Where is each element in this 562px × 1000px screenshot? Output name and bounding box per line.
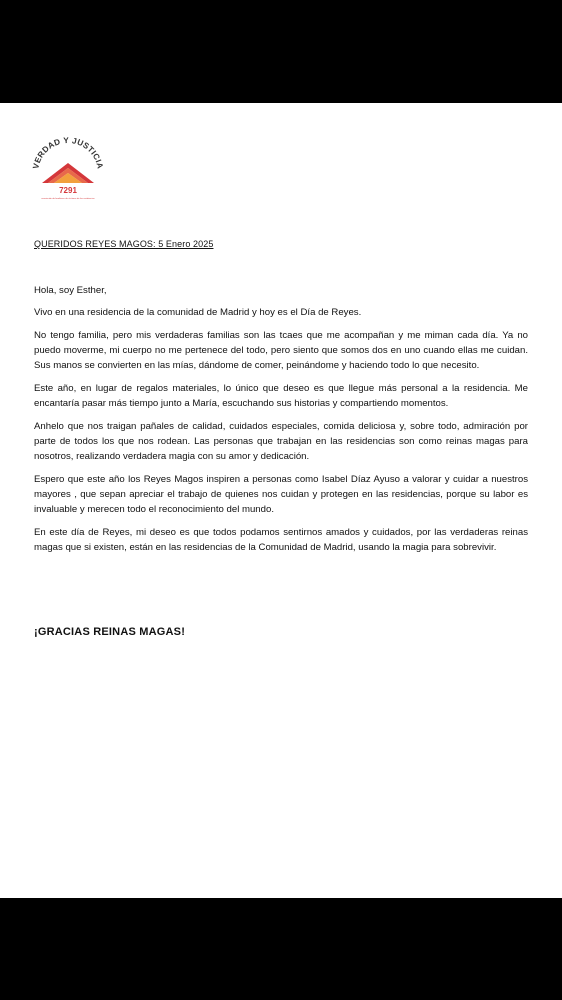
document-page [0,103,562,898]
letter-paragraph: No tengo familia, pero mis verdaderas familias son las tcaes que me acompañan y me miman cada día. Ya no puedo moverme, mi cuerpo no me pertenece del todo, pero siento que somos dos en uno cuando ellas me cuidan. Sus manos se convierten en las mías, dándome de comer, peinándome y haciendo todo lo que necesito. [34,330,528,371]
letter-paragraph: Anhelo que nos traigan pañales de calidad, cuidados especiales, comida deliciosa y, sobre todo, admiración por parte de todos los que nos rodean. Las personas que trabajan en las residencias son como reinas magas para nosotros, realizando verdadera magia con su amor y dedicación. [34,421,528,462]
letter-greeting: Hola, soy Esther, [34,285,107,296]
logo-number: 7291 [59,186,77,195]
letter-paragraph: Este año, en lugar de regalos materiales, lo único que deseo es que llegue más personal a la residencia. Me encantaría pasar más tiempo junto a María, escuchando sus historias y compartiendo momentos. [34,383,528,409]
letter-body [34,283,528,563]
verdad-y-justicia-logo [30,133,106,201]
logo-tagline: asociación de familiares de víctimas de las residencias [41,198,95,200]
logo-arc-text: VERDAD Y JUSTICIA [31,135,105,170]
letter-paragraph: Espero que este año los Reyes Magos inspiren a personas como Isabel Díaz Ayuso a valorar y cuidar a nuestros mayores , que sepan apreciar el trabajo de quienes nos cuidan y protegen en las residencias, porque su labor es invaluable y merecen todo el reconocimiento del mundo. [34,474,528,515]
letter-paragraph: Vivo en una residencia de la comunidad de Madrid y hoy es el Día de Reyes. [34,307,362,318]
letter-heading: QUERIDOS REYES MAGOS: 5 Enero 2025 [34,239,214,249]
letter-closing: ¡GRACIAS REINAS MAGAS! [34,626,186,638]
letter-paragraph: En este día de Reyes, mi deseo es que todos podamos sentirnos amados y cuidados, por las verdaderas reinas magas que si existen, están en las residencias de la Comunidad de Madrid, usando la magia para sobrevivir. [34,527,528,553]
